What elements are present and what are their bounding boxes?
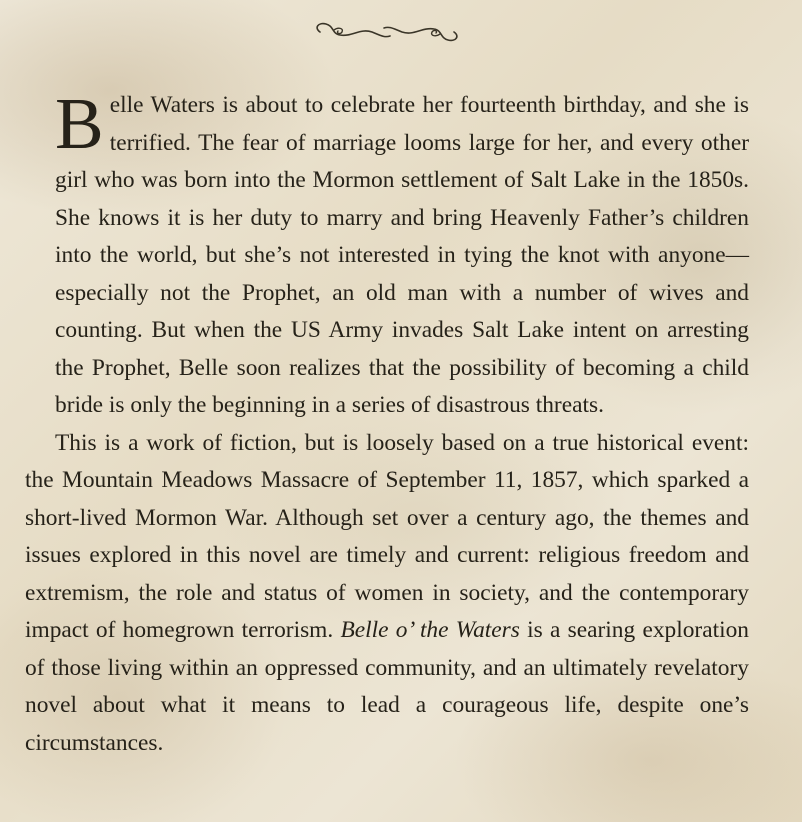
description-paragraph-1 bbox=[25, 83, 749, 425]
paragraph-2-text-part-1: This is a work of fiction, but is loosely based on a true historical event: the Mountain Meadows Massacre of September 11, 1857, which sparked a short-lived Mormon War. Although set over a century ago, the themes and issues explored in this novel are timely and current: religious freedom and extremism, the role and status of women in society, and the contemporary impact of homegrown terrorism. bbox=[25, 429, 749, 643]
description-paragraph-2 bbox=[25, 425, 749, 763]
book-title-italic: Belle o’ the Waters bbox=[340, 617, 520, 643]
flourish-ornament-icon bbox=[312, 18, 462, 46]
book-description bbox=[25, 83, 749, 762]
drop-cap: B bbox=[55, 83, 104, 164]
paragraph-2-text-part-2: is a searing exploration of those living within an oppressed community, and an ultimately revelatory novel about what it means to lead a courageous life, despite one’s circumstances. bbox=[25, 617, 749, 756]
paragraph-1-text: elle Waters is about to celebrate her fourteenth birthday, and she is terrified. The fear of marriage looms large for her, and every other girl who was born into the Mormon settlement of Salt Lake in the 1850s. She knows it is her duty to marry and bring Heavenly Father’s children into the world, but she’s not interested in tying the knot with anyone—especially not the Prophet, an old man with a number of wives and counting. But when the US Army invades Salt Lake intent on arresting the Prophet, Belle soon realizes that the possibility of becoming a child bride is only the beginning in a series of disastrous threats. bbox=[55, 92, 749, 418]
